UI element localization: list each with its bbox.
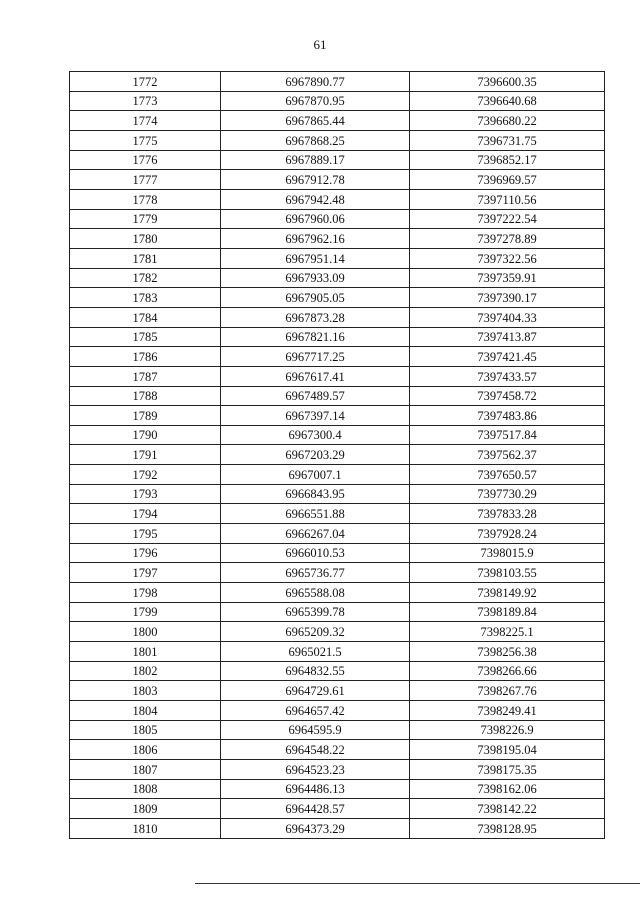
point-number-cell: 1776	[70, 150, 221, 170]
y-coordinate-cell: 7397562.37	[410, 445, 605, 465]
point-number-cell: 1781	[70, 248, 221, 268]
table-row	[70, 818, 605, 838]
x-coordinate-cell: 6965588.08	[221, 583, 410, 603]
y-coordinate-cell: 7398142.22	[410, 799, 605, 819]
point-number-cell: 1802	[70, 661, 221, 681]
table-row	[70, 504, 605, 524]
point-number-cell: 1799	[70, 602, 221, 622]
point-number-cell: 1790	[70, 425, 221, 445]
x-coordinate-cell: 6966267.04	[221, 524, 410, 544]
y-coordinate-cell: 7397390.17	[410, 288, 605, 308]
x-coordinate-cell: 6964373.29	[221, 818, 410, 838]
x-coordinate-cell: 6967868.25	[221, 130, 410, 150]
table-row	[70, 425, 605, 445]
x-coordinate-cell: 6967617.41	[221, 366, 410, 386]
y-coordinate-cell: 7397833.28	[410, 504, 605, 524]
table-row	[70, 759, 605, 779]
point-number-cell: 1786	[70, 347, 221, 367]
y-coordinate-cell: 7397322.56	[410, 248, 605, 268]
page-number: 61	[313, 37, 327, 52]
x-coordinate-cell: 6965736.77	[221, 563, 410, 583]
y-coordinate-cell: 7398266.66	[410, 661, 605, 681]
table-row	[70, 209, 605, 229]
y-coordinate-cell: 7397278.89	[410, 229, 605, 249]
x-coordinate-cell: 6964595.9	[221, 720, 410, 740]
x-coordinate-cell: 6967821.16	[221, 327, 410, 347]
table-row	[70, 484, 605, 504]
x-coordinate-cell: 6967962.16	[221, 229, 410, 249]
table-row	[70, 720, 605, 740]
table-row	[70, 543, 605, 563]
y-coordinate-cell: 7396852.17	[410, 150, 605, 170]
table-row	[70, 288, 605, 308]
x-coordinate-cell: 6965209.32	[221, 622, 410, 642]
y-coordinate-cell: 7397650.57	[410, 465, 605, 485]
point-number-cell: 1779	[70, 209, 221, 229]
table-row	[70, 268, 605, 288]
table-row	[70, 799, 605, 819]
y-coordinate-cell: 7397222.54	[410, 209, 605, 229]
x-coordinate-cell: 6967865.44	[221, 111, 410, 131]
point-number-cell: 1783	[70, 288, 221, 308]
y-coordinate-cell: 7397433.57	[410, 366, 605, 386]
point-number-cell: 1798	[70, 583, 221, 603]
y-coordinate-cell: 7396680.22	[410, 111, 605, 131]
coordinates-table-body	[70, 72, 605, 839]
y-coordinate-cell: 7396600.35	[410, 72, 605, 92]
table-row	[70, 622, 605, 642]
x-coordinate-cell: 6967912.78	[221, 170, 410, 190]
table-row	[70, 445, 605, 465]
point-number-cell: 1788	[70, 386, 221, 406]
y-coordinate-cell: 7397359.91	[410, 268, 605, 288]
y-coordinate-cell: 7398103.55	[410, 563, 605, 583]
point-number-cell: 1792	[70, 465, 221, 485]
point-number-cell: 1801	[70, 642, 221, 662]
x-coordinate-cell: 6967951.14	[221, 248, 410, 268]
table-row	[70, 642, 605, 662]
table-row	[70, 91, 605, 111]
y-coordinate-cell: 7397517.84	[410, 425, 605, 445]
x-coordinate-cell: 6967397.14	[221, 406, 410, 426]
x-coordinate-cell: 6967489.57	[221, 386, 410, 406]
point-number-cell: 1778	[70, 189, 221, 209]
table-row	[70, 583, 605, 603]
point-number-cell: 1794	[70, 504, 221, 524]
x-coordinate-cell: 6967203.29	[221, 445, 410, 465]
point-number-cell: 1809	[70, 799, 221, 819]
x-coordinate-cell: 6967890.77	[221, 72, 410, 92]
x-coordinate-cell: 6967933.09	[221, 268, 410, 288]
table-row	[70, 602, 605, 622]
point-number-cell: 1774	[70, 111, 221, 131]
point-number-cell: 1800	[70, 622, 221, 642]
table-row	[70, 327, 605, 347]
x-coordinate-cell: 6967870.95	[221, 91, 410, 111]
point-number-cell: 1782	[70, 268, 221, 288]
table-row	[70, 681, 605, 701]
table-row	[70, 661, 605, 681]
y-coordinate-cell: 7397928.24	[410, 524, 605, 544]
table-row	[70, 307, 605, 327]
y-coordinate-cell: 7397110.56	[410, 189, 605, 209]
y-coordinate-cell: 7396731.75	[410, 130, 605, 150]
y-coordinate-cell: 7398128.95	[410, 818, 605, 838]
table-row	[70, 701, 605, 721]
x-coordinate-cell: 6964523.23	[221, 759, 410, 779]
point-number-cell: 1785	[70, 327, 221, 347]
bottom-rule	[195, 883, 640, 884]
y-coordinate-cell: 7398195.04	[410, 740, 605, 760]
x-coordinate-cell: 6967873.28	[221, 307, 410, 327]
x-coordinate-cell: 6964428.57	[221, 799, 410, 819]
point-number-cell: 1806	[70, 740, 221, 760]
table-row	[70, 130, 605, 150]
y-coordinate-cell: 7398256.38	[410, 642, 605, 662]
x-coordinate-cell: 6964657.42	[221, 701, 410, 721]
x-coordinate-cell: 6964832.55	[221, 661, 410, 681]
table-row	[70, 111, 605, 131]
table-row	[70, 465, 605, 485]
point-number-cell: 1807	[70, 759, 221, 779]
y-coordinate-cell: 7397730.29	[410, 484, 605, 504]
y-coordinate-cell: 7396640.68	[410, 91, 605, 111]
x-coordinate-cell: 6967007.1	[221, 465, 410, 485]
point-number-cell: 1804	[70, 701, 221, 721]
point-number-cell: 1808	[70, 779, 221, 799]
coordinates-table	[69, 71, 605, 839]
table-row	[70, 779, 605, 799]
y-coordinate-cell: 7397413.87	[410, 327, 605, 347]
table-row	[70, 229, 605, 249]
x-coordinate-cell: 6967889.17	[221, 150, 410, 170]
point-number-cell: 1803	[70, 681, 221, 701]
x-coordinate-cell: 6967717.25	[221, 347, 410, 367]
point-number-cell: 1784	[70, 307, 221, 327]
x-coordinate-cell: 6966551.88	[221, 504, 410, 524]
table-row	[70, 406, 605, 426]
y-coordinate-cell: 7397404.33	[410, 307, 605, 327]
y-coordinate-cell: 7398175.35	[410, 759, 605, 779]
point-number-cell: 1793	[70, 484, 221, 504]
x-coordinate-cell: 6965399.78	[221, 602, 410, 622]
point-number-cell: 1805	[70, 720, 221, 740]
x-coordinate-cell: 6964729.61	[221, 681, 410, 701]
y-coordinate-cell: 7398015.9	[410, 543, 605, 563]
y-coordinate-cell: 7397483.86	[410, 406, 605, 426]
y-coordinate-cell: 7398225.1	[410, 622, 605, 642]
y-coordinate-cell: 7396969.57	[410, 170, 605, 190]
point-number-cell: 1773	[70, 91, 221, 111]
table-row	[70, 248, 605, 268]
x-coordinate-cell: 6967960.06	[221, 209, 410, 229]
x-coordinate-cell: 6966843.95	[221, 484, 410, 504]
y-coordinate-cell: 7398162.06	[410, 779, 605, 799]
point-number-cell: 1796	[70, 543, 221, 563]
point-number-cell: 1777	[70, 170, 221, 190]
y-coordinate-cell: 7398149.92	[410, 583, 605, 603]
table-row	[70, 524, 605, 544]
x-coordinate-cell: 6964486.13	[221, 779, 410, 799]
table-row	[70, 386, 605, 406]
x-coordinate-cell: 6967942.48	[221, 189, 410, 209]
y-coordinate-cell: 7398226.9	[410, 720, 605, 740]
y-coordinate-cell: 7397421.45	[410, 347, 605, 367]
table-row	[70, 347, 605, 367]
table-row	[70, 72, 605, 92]
x-coordinate-cell: 6967905.05	[221, 288, 410, 308]
table-row	[70, 150, 605, 170]
y-coordinate-cell: 7398267.76	[410, 681, 605, 701]
x-coordinate-cell: 6967300.4	[221, 425, 410, 445]
table-row	[70, 189, 605, 209]
point-number-cell: 1787	[70, 366, 221, 386]
table-row	[70, 170, 605, 190]
point-number-cell: 1772	[70, 72, 221, 92]
x-coordinate-cell: 6966010.53	[221, 543, 410, 563]
point-number-cell: 1797	[70, 563, 221, 583]
point-number-cell: 1775	[70, 130, 221, 150]
x-coordinate-cell: 6964548.22	[221, 740, 410, 760]
x-coordinate-cell: 6965021.5	[221, 642, 410, 662]
y-coordinate-cell: 7398249.41	[410, 701, 605, 721]
point-number-cell: 1789	[70, 406, 221, 426]
y-coordinate-cell: 7397458.72	[410, 386, 605, 406]
point-number-cell: 1810	[70, 818, 221, 838]
y-coordinate-cell: 7398189.84	[410, 602, 605, 622]
point-number-cell: 1791	[70, 445, 221, 465]
table-row	[70, 740, 605, 760]
table-row	[70, 563, 605, 583]
table-row	[70, 366, 605, 386]
point-number-cell: 1795	[70, 524, 221, 544]
point-number-cell: 1780	[70, 229, 221, 249]
